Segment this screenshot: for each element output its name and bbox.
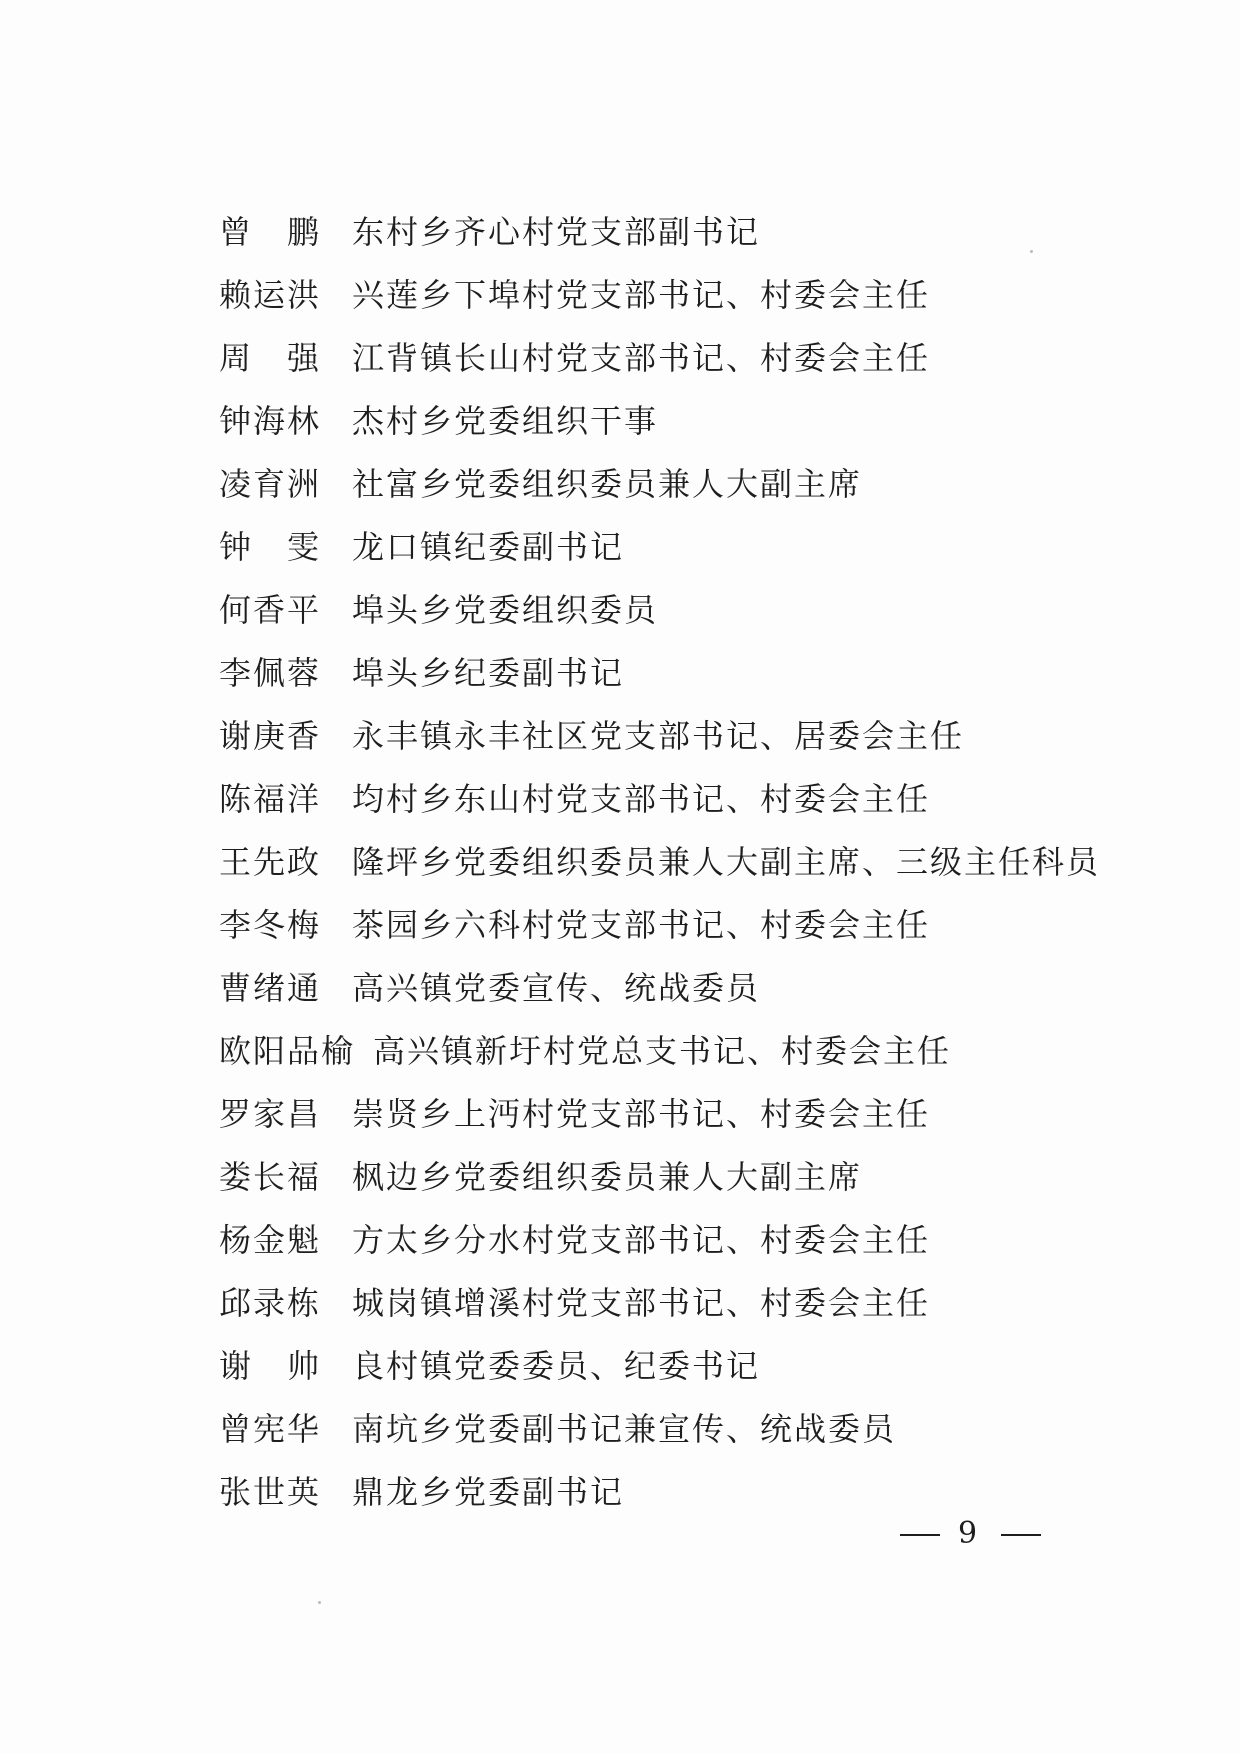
list-item	[219, 1143, 1119, 1206]
person-position: 枫边乡党委组织委员兼人大副主席	[352, 1157, 863, 1196]
person-name: 何香平	[219, 590, 322, 629]
list-item	[219, 513, 1119, 576]
person-position: 高兴镇党委宣传、统战委员	[352, 968, 761, 1007]
person-position: 杰村乡党委组织干事	[352, 401, 659, 440]
person-position: 东村乡齐心村党支部副书记	[352, 212, 761, 251]
person-position: 鼎龙乡党委副书记	[352, 1472, 625, 1511]
person-position: 茶园乡六科村党支部书记、村委会主任	[352, 905, 931, 944]
person-name: 曾鹏	[219, 212, 356, 251]
person-name: 王先政	[219, 842, 322, 881]
list-item	[219, 702, 1119, 765]
person-position: 良村镇党委委员、纪委书记	[352, 1346, 761, 1385]
list-item	[219, 1395, 1119, 1458]
person-position: 崇贤乡上沔村党支部书记、村委会主任	[352, 1094, 931, 1133]
person-name: 谢帅	[219, 1346, 356, 1385]
person-name: 欧阳品榆	[219, 1031, 356, 1070]
person-name: 凌育洲	[219, 464, 322, 503]
person-position: 方太乡分水村党支部书记、村委会主任	[352, 1220, 931, 1259]
person-position: 埠头乡党委组织委员	[352, 590, 659, 629]
list-item	[219, 765, 1119, 828]
personnel-list	[219, 198, 1119, 1521]
person-position: 埠头乡纪委副书记	[352, 653, 625, 692]
list-item	[219, 261, 1119, 324]
page-footer	[900, 1516, 1041, 1551]
person-name: 周强	[219, 338, 356, 377]
list-item	[219, 639, 1119, 702]
person-name: 曾宪华	[219, 1409, 322, 1448]
person-name: 邱录栋	[219, 1283, 322, 1322]
person-position: 社富乡党委组织委员兼人大副主席	[352, 464, 863, 503]
person-name: 赖运洪	[219, 275, 322, 314]
footer-dash-left	[900, 1534, 940, 1536]
list-item	[219, 198, 1119, 261]
list-item	[219, 450, 1119, 513]
person-name: 李佩蓉	[219, 653, 322, 692]
scan-speck	[318, 1601, 321, 1604]
person-name: 钟海林	[219, 401, 322, 440]
person-name: 陈福洋	[219, 779, 322, 818]
person-name: 谢庚香	[219, 716, 322, 755]
list-item	[219, 1017, 1119, 1080]
person-name: 李冬梅	[219, 905, 322, 944]
person-position: 隆坪乡党委组织委员兼人大副主席、三级主任科员	[352, 842, 1101, 881]
footer-dash-right	[1001, 1534, 1041, 1536]
list-item	[219, 1269, 1119, 1332]
person-name: 曹绪通	[219, 968, 322, 1007]
person-position: 江背镇长山村党支部书记、村委会主任	[352, 338, 931, 377]
person-position: 均村乡东山村党支部书记、村委会主任	[352, 779, 931, 818]
person-position: 高兴镇新圩村党总支书记、村委会主任	[373, 1031, 952, 1070]
person-position: 兴莲乡下埠村党支部书记、村委会主任	[352, 275, 931, 314]
list-item	[219, 828, 1119, 891]
list-item	[219, 1206, 1119, 1269]
person-position: 龙口镇纪委副书记	[352, 527, 625, 566]
list-item	[219, 1458, 1119, 1521]
person-name: 钟雯	[219, 527, 356, 566]
page-number: 9	[958, 1516, 984, 1551]
list-item	[219, 576, 1119, 639]
person-position: 城岗镇增溪村党支部书记、村委会主任	[352, 1283, 931, 1322]
person-name: 杨金魁	[219, 1220, 322, 1259]
list-item	[219, 1332, 1119, 1395]
list-item	[219, 1080, 1119, 1143]
person-name: 张世英	[219, 1472, 322, 1511]
person-name: 娄长福	[219, 1157, 322, 1196]
list-item	[219, 387, 1119, 450]
list-item	[219, 891, 1119, 954]
person-name: 罗家昌	[219, 1094, 322, 1133]
person-position: 永丰镇永丰社区党支部书记、居委会主任	[352, 716, 965, 755]
person-position: 南坑乡党委副书记兼宣传、统战委员	[352, 1409, 897, 1448]
list-item	[219, 954, 1119, 1017]
scan-speck	[1030, 250, 1033, 253]
list-item	[219, 324, 1119, 387]
